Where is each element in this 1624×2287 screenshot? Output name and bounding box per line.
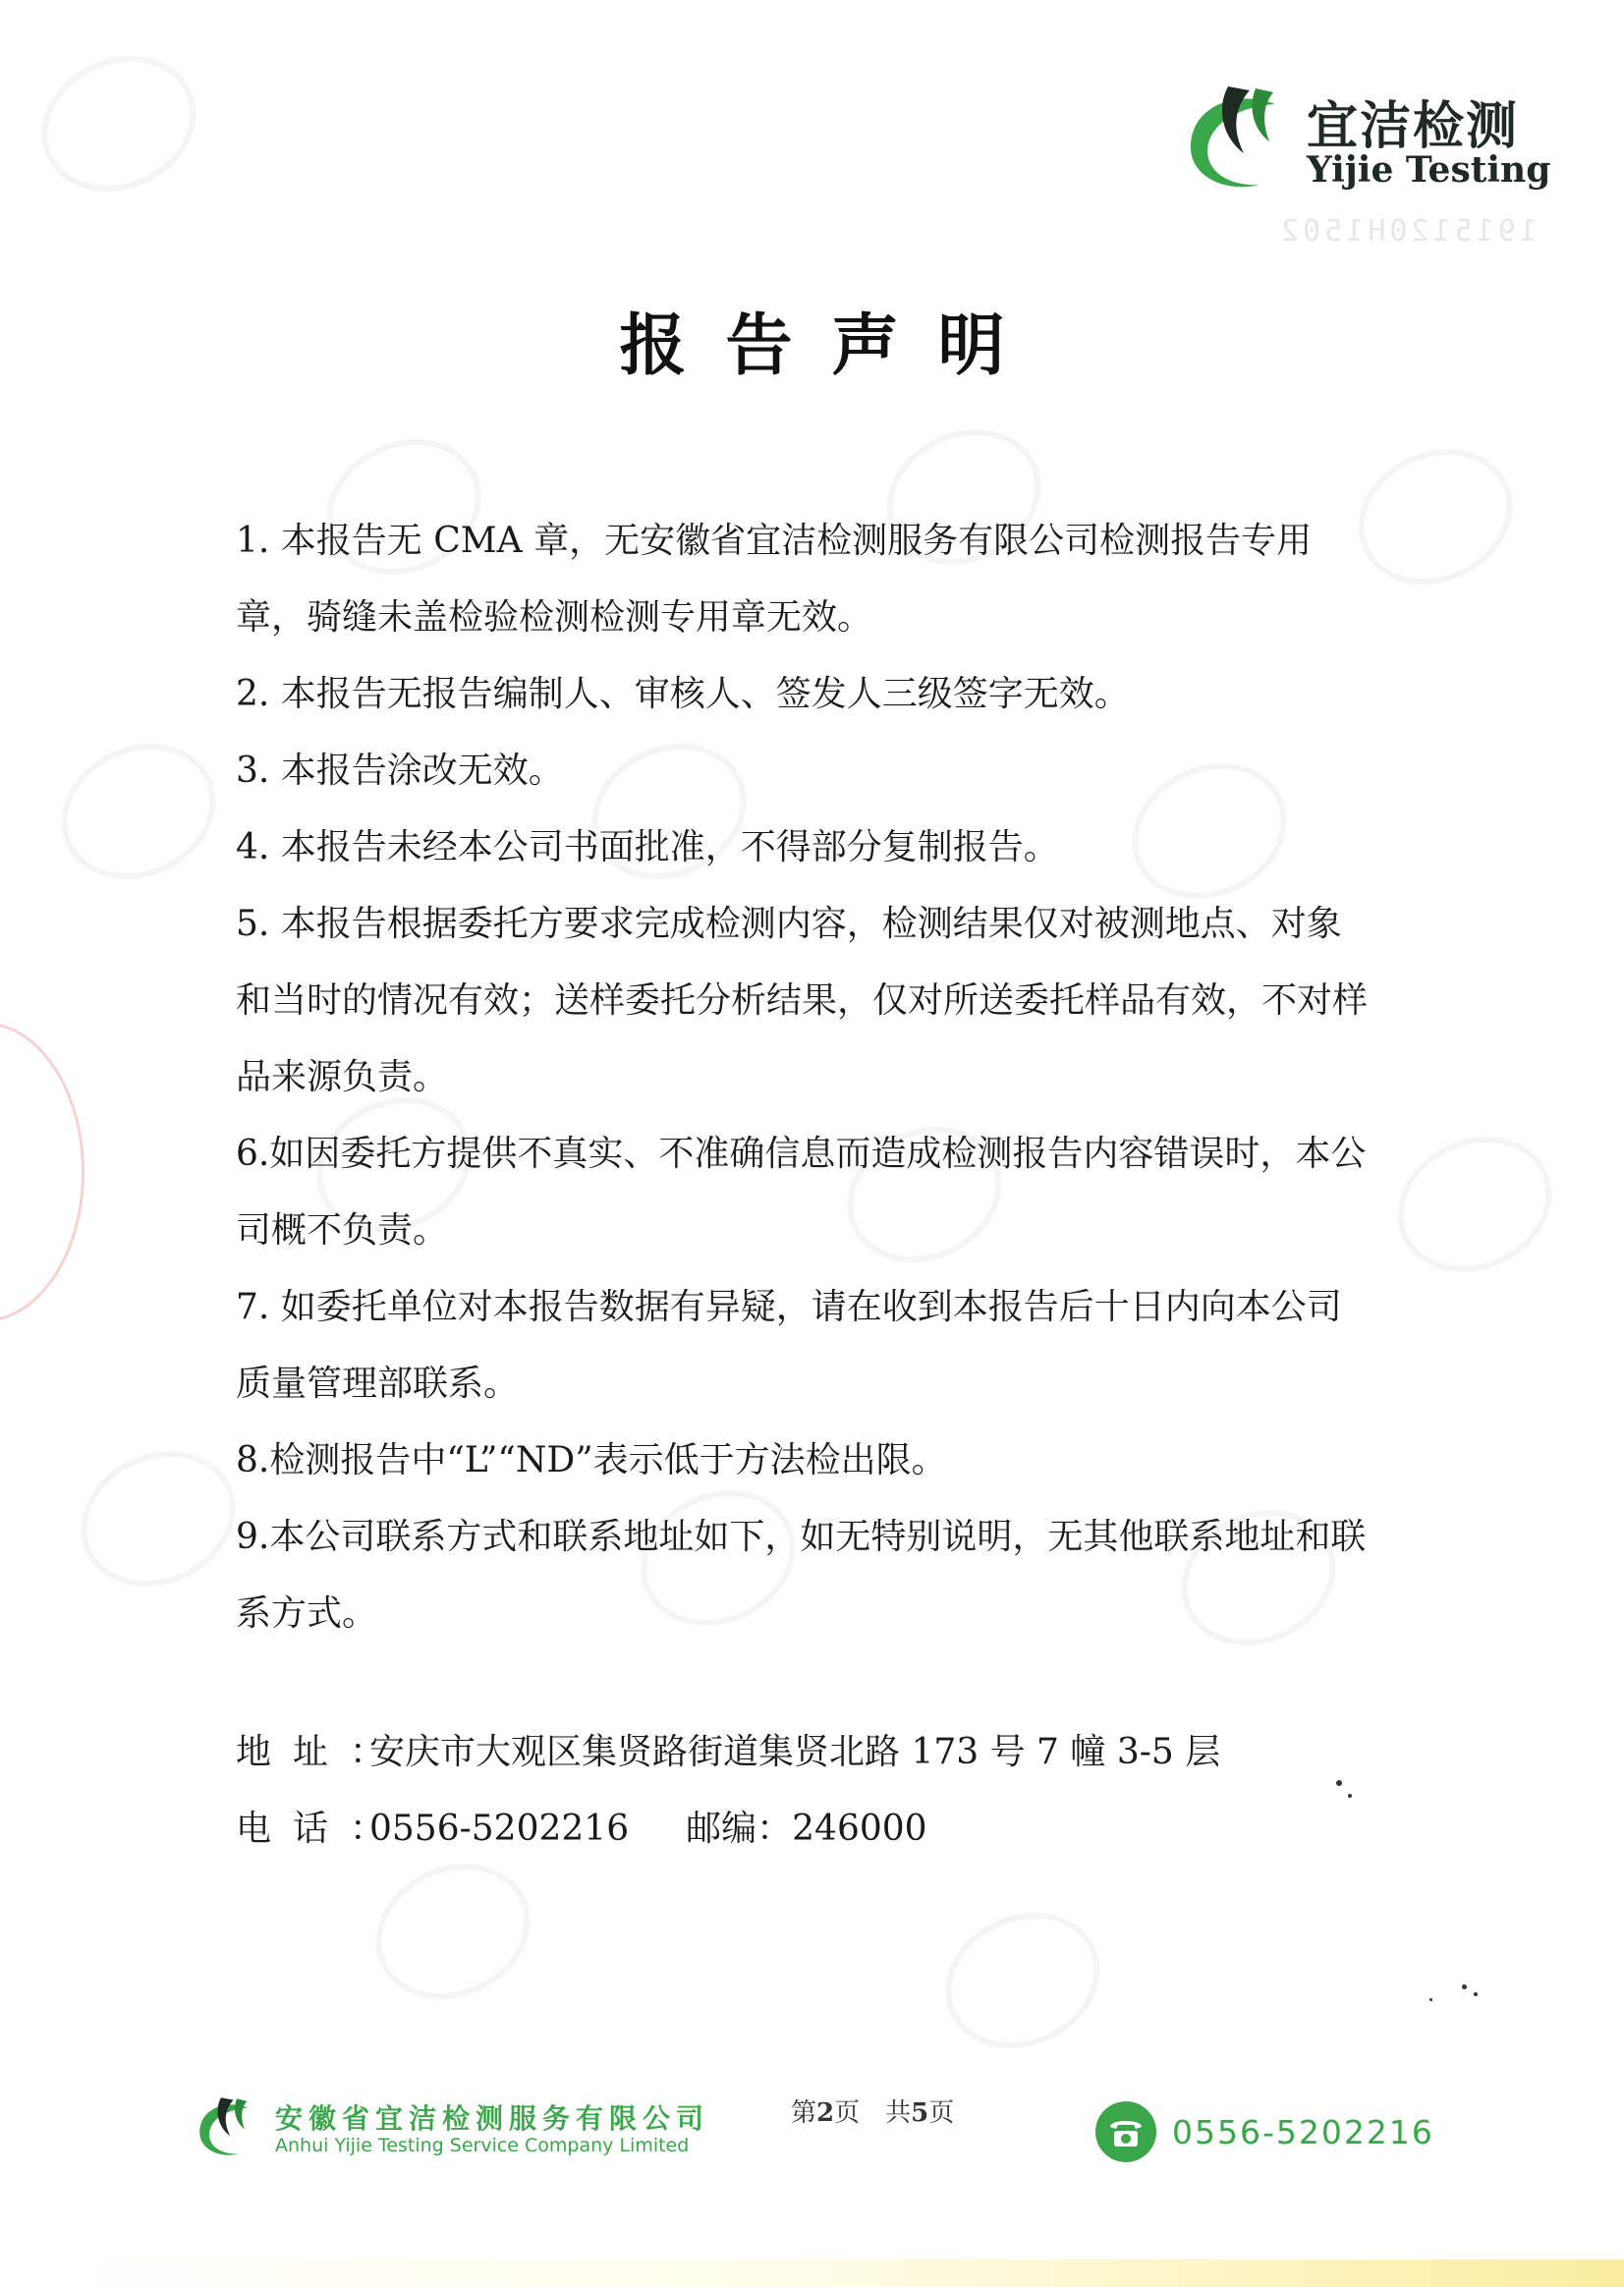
print-speck bbox=[1336, 1780, 1342, 1786]
page-title: 报告声明 bbox=[619, 307, 1044, 385]
print-speck bbox=[1462, 1984, 1467, 1989]
yijie-footer-logo-icon bbox=[182, 2088, 260, 2166]
clause-8: 8.检测报告中“L”“ND”表示低于方法检出限。 bbox=[236, 1440, 947, 1480]
footer-phone bbox=[1095, 2097, 1434, 2166]
page-number bbox=[791, 2092, 954, 2129]
address-label: 地址： bbox=[236, 1732, 408, 1772]
yijie-logo-icon bbox=[1159, 69, 1297, 206]
print-speck bbox=[1429, 1998, 1432, 2001]
postcode-value: 246000 bbox=[792, 1809, 927, 1849]
watermark bbox=[39, 719, 239, 904]
clause-9: 9.本公司联系方式和联系地址如下，如无特别说明，无其他联系地址和联系方式。 bbox=[236, 1517, 1367, 1634]
footer-company-en: Anhui Yijie Testing Service Company Limited bbox=[275, 2135, 690, 2156]
postcode-label: 邮编： bbox=[686, 1809, 793, 1849]
footer-company-cn: 安徽省宜洁检测服务有限公司 bbox=[275, 2102, 710, 2135]
phone-label: 电话： bbox=[236, 1809, 408, 1849]
footer-phone-number: 0556-5202216 bbox=[1172, 2112, 1434, 2151]
page-current: 2 bbox=[816, 2098, 835, 2128]
clause-1: 1. 本报告无 CMA 章，无安徽省宜洁检测服务有限公司检测报告专用章，骑缝未盖检验检测检测专用章无效。 bbox=[236, 521, 1313, 638]
footer-company-logo bbox=[182, 2088, 732, 2176]
print-speck bbox=[1348, 1794, 1352, 1798]
telephone-icon bbox=[1095, 2101, 1156, 2162]
clause-5: 5. 本报告根据委托方要求完成检测内容，检测结果仅对被测地点、对象和当时的情况有效；送样委托分析结果，仅对所送委托样品有效，不对样品来源负责。 bbox=[236, 904, 1369, 1097]
contact-block bbox=[236, 1714, 1415, 1868]
address-value: 安庆市大观区集贤路街道集贤北路 173 号 7 幢 3-5 层 bbox=[369, 1732, 1221, 1772]
watermark bbox=[59, 1426, 258, 1611]
clause-7: 7. 如委托单位对本报告数据有异疑，请在收到本报告后十日内向本公司质量管理部联系。 bbox=[236, 1287, 1342, 1404]
page-suffix: 页 bbox=[928, 2098, 955, 2128]
seam-stamp-fragment bbox=[0, 1022, 84, 1322]
clause-6: 6.如因委托方提供不真实、不准确信息而造成检测报告内容错误时，本公司概不负责。 bbox=[236, 1134, 1367, 1251]
clause-2: 2. 本报告无报告编制人、审核人、签发人三级签字无效。 bbox=[236, 674, 1130, 714]
address-line bbox=[236, 1714, 1415, 1791]
page-total: 5 bbox=[911, 2098, 929, 2128]
phone-line bbox=[236, 1791, 1415, 1868]
phone-value: 0556-5202216 bbox=[369, 1809, 630, 1849]
page-mid: 页 共 bbox=[834, 2098, 912, 2128]
logo-cn-text: 宜洁检测 bbox=[1307, 97, 1520, 156]
watermark bbox=[20, 31, 219, 216]
header-logo bbox=[1159, 69, 1552, 249]
logo-en-text: Yijie Testing bbox=[1307, 149, 1551, 191]
declaration-clauses bbox=[236, 503, 1375, 1652]
scan-edge-band bbox=[0, 2259, 1624, 2287]
page-prefix: 第 bbox=[791, 2098, 817, 2128]
watermark bbox=[1375, 1112, 1575, 1297]
clause-4: 4. 本报告未经本公司书面批准，不得部分复制报告。 bbox=[236, 827, 1059, 867]
watermark bbox=[924, 1888, 1123, 2073]
ghost-stamp-number: 1915120H1502 bbox=[1277, 214, 1538, 249]
clause-3: 3. 本报告涂改无效。 bbox=[236, 751, 564, 791]
print-speck bbox=[1474, 1992, 1478, 1996]
